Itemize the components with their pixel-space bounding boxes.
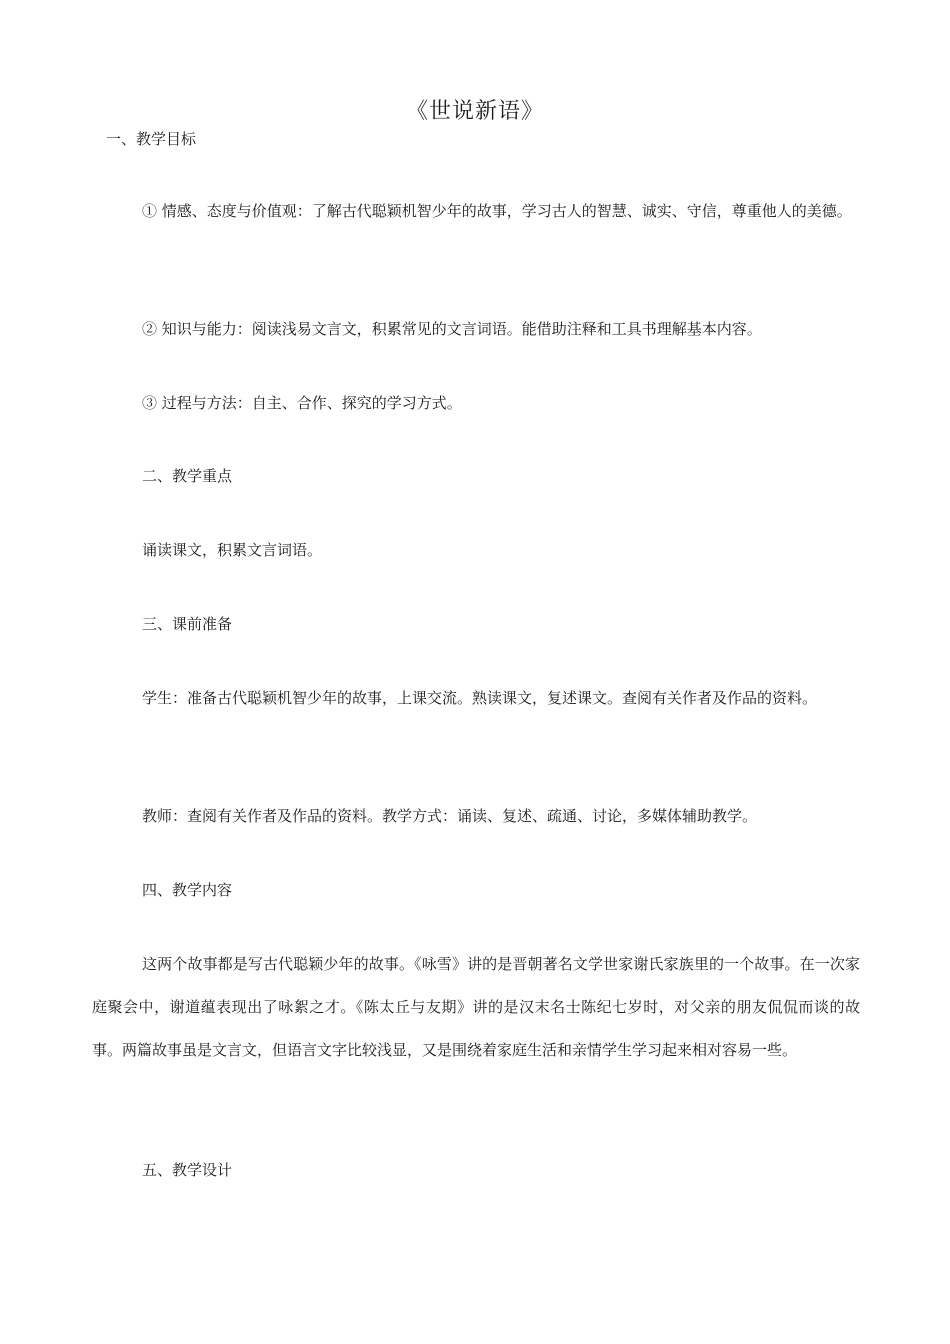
paragraph-content: 这两个故事都是写古代聪颖少年的故事。《咏雪》讲的是晋朝著名文学世家谢氏家族里的一个故事。在一次家庭聚会中，谢道蕴表现出了咏絮之才。《陈太丘与友期》讲的是汉末名士陈纪七岁时，对父亲的朋友侃侃而谈的故事。两篇故事虽是文言文，但语言文字比较浅显，又是围绕着家庭生活和亲情学生学习起来相对容易一些。 xyxy=(92,955,860,1059)
section-heading-preparation: 三、课前准备 xyxy=(142,615,233,633)
paragraph-emotion-values: ① 情感、态度与价值观：了解古代聪颖机智少年的故事，学习古人的智慧、诚实、守信，尊重他人的美德。 xyxy=(142,202,852,220)
section-heading-content: 四、教学内容 xyxy=(142,881,233,899)
document-title: 《世说新语》 xyxy=(405,99,544,124)
section-heading-objectives: 一、教学目标 xyxy=(106,130,197,148)
section-heading-key-points: 二、教学重点 xyxy=(142,467,233,485)
paragraph-process-method: ③ 过程与方法：自主、合作、探究的学习方式。 xyxy=(142,394,462,412)
section-heading-design: 五、教学设计 xyxy=(142,1161,233,1179)
paragraph-knowledge-ability: ② 知识与能力：阅读浅易文言文，积累常见的文言词语。能借助注释和工具书理解基本内容。 xyxy=(142,320,762,338)
paragraph-teacher-preparation: 教师：查阅有关作者及作品的资料。教学方式：诵读、复述、疏通、讨论，多媒体辅助教学。 xyxy=(142,807,758,825)
paragraph-key-points: 诵读课文，积累文言词语。 xyxy=(142,541,323,559)
paragraph-student-preparation: 学生：准备古代聪颖机智少年的故事，上课交流。熟读课文，复述课文。查阅有关作者及作品的资料。 xyxy=(142,689,818,707)
